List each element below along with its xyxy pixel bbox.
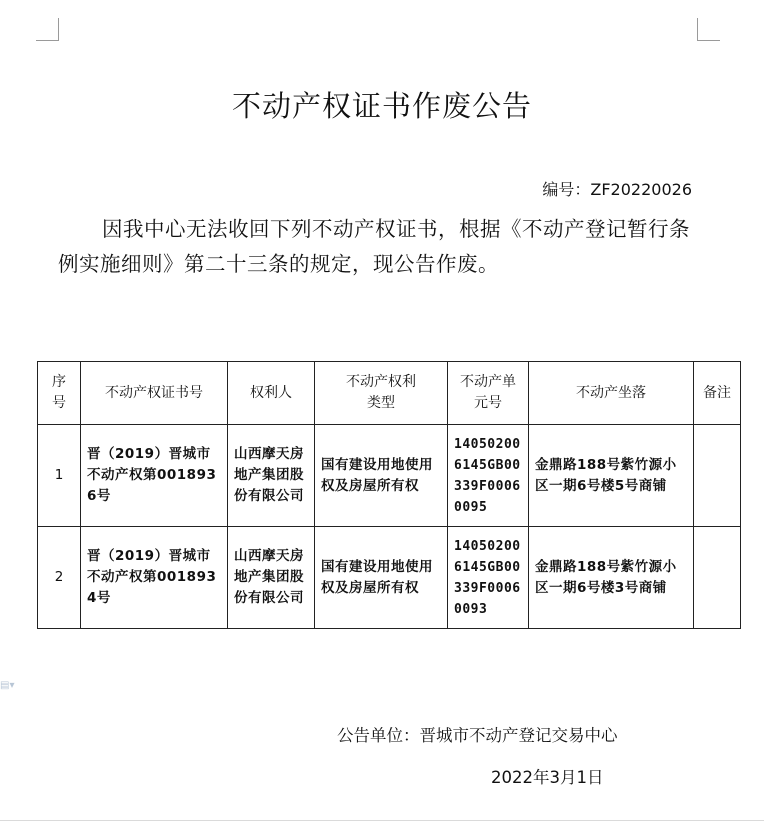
notice-paragraph: 因我中心无法收回下列不动产权证书，根据《不动产登记暂行条例实施细则》第二十三条的规定，现公告作废。 [58, 217, 690, 276]
crop-mark-top-right-icon [697, 18, 720, 41]
notice-title: 不动产权证书作废公告 [231, 89, 532, 123]
table-row [38, 527, 741, 629]
cell-remark [694, 425, 741, 527]
header-right-type: 不动产权利类型 [315, 362, 448, 425]
cell-cert: 晋（2019）晋城市不动产权第0018936号 [81, 425, 228, 527]
cell-seq: 2 [38, 527, 81, 629]
cell-cert: 晋（2019）晋城市不动产权第0018934号 [81, 527, 228, 629]
cell-owner: 山西摩天房地产集团股份有限公司 [228, 425, 315, 527]
cell-owner: 山西摩天房地产集团股份有限公司 [228, 527, 315, 629]
header-remark: 备注 [694, 362, 741, 425]
cell-location: 金鼎路188号紫竹源小区一期6号楼3号商铺 [529, 527, 694, 629]
cell-unit-no: 140502006145GB00339F00060093 [448, 527, 529, 629]
page-bottom-divider [0, 820, 764, 821]
document-number: 编号：ZF20220026 [542, 180, 692, 199]
cell-right-type: 国有建设用地使用权及房屋所有权 [315, 527, 448, 629]
paste-options-icon[interactable]: ▤▾ [0, 680, 15, 691]
header-cert: 不动产权证书号 [81, 362, 228, 425]
header-seq: 序号 [38, 362, 81, 425]
cell-remark [694, 527, 741, 629]
cell-seq: 1 [38, 425, 81, 527]
cell-unit-no: 140502006145GB00339F00060095 [448, 425, 529, 527]
certificate-table [37, 361, 741, 629]
cell-location: 金鼎路188号紫竹源小区一期6号楼5号商铺 [529, 425, 694, 527]
header-location: 不动产坐落 [529, 362, 694, 425]
cell-right-type: 国有建设用地使用权及房屋所有权 [315, 425, 448, 527]
header-owner: 权利人 [228, 362, 315, 425]
table-header-row [38, 362, 741, 425]
issue-date: 2022年3月1日 [491, 768, 604, 787]
table-row [38, 425, 741, 527]
crop-mark-top-left-icon [36, 18, 59, 41]
issuer-line: 公告单位：晋城市不动产登记交易中心 [337, 726, 618, 745]
header-unit-no: 不动产单元号 [448, 362, 529, 425]
